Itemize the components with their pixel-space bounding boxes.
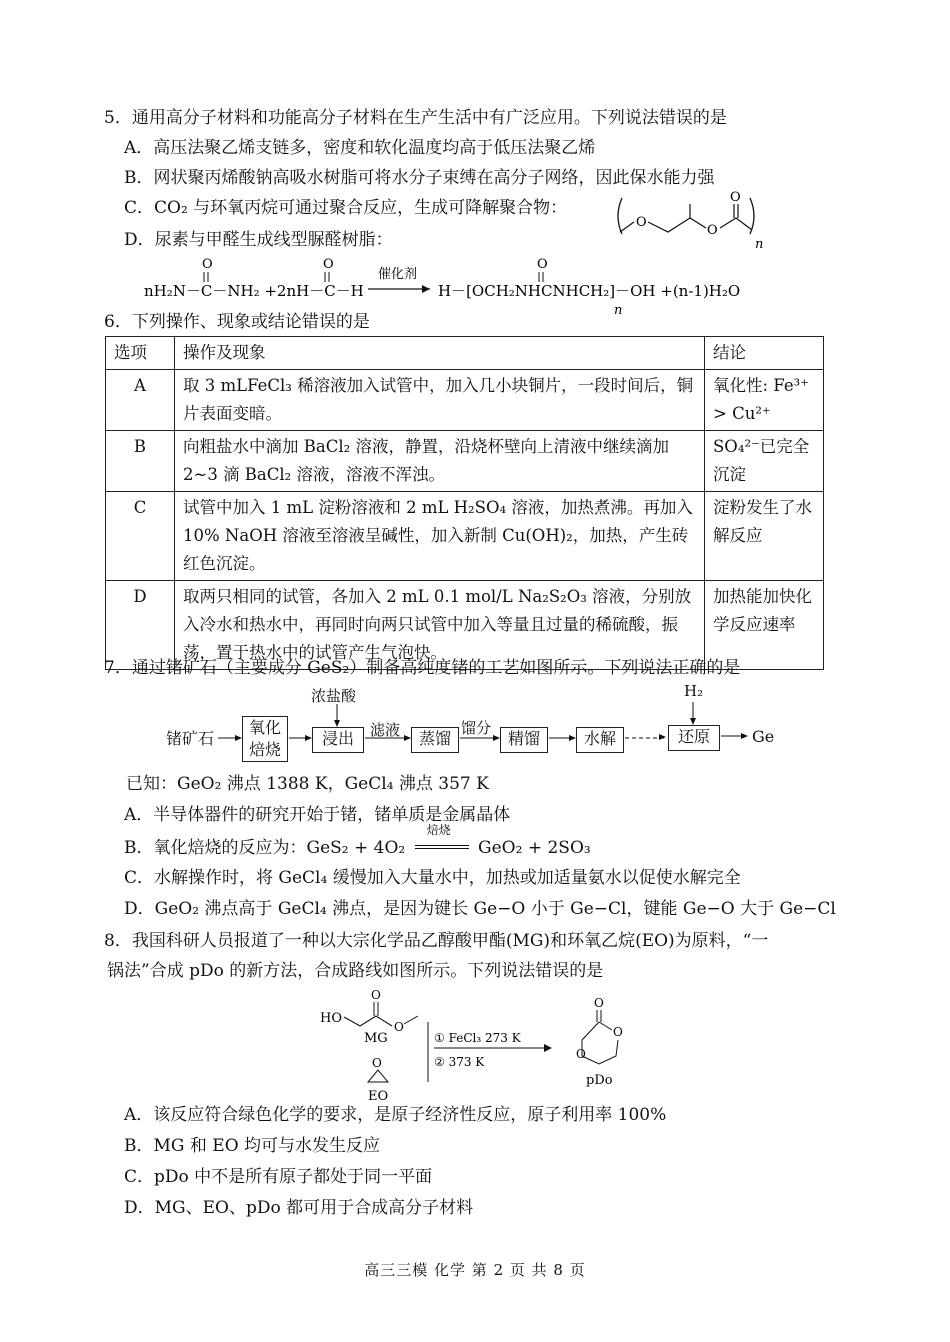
oxygen-atom-1: O [636, 215, 647, 230]
q5-option-b: B．网状聚丙烯酸钠高吸水树脂可将水分子束缚在高分子网络，因此保水能力强 [124, 168, 715, 188]
q8-stem-line2: 锅法”合成 pDo 的新方法，合成路线如图所示。下列说法错误的是 [107, 961, 604, 981]
svg-text:n: n [755, 237, 764, 252]
q7-known: 已知：GeO₂ 沸点 1388 K，GeCl₄ 沸点 357 K [126, 774, 489, 794]
catalyst-label: 催化剂 [378, 267, 418, 282]
polycarbonate-structure [610, 188, 770, 252]
flow-reduction: 还原 [668, 725, 720, 751]
condition-step-1: ① FeCl₃ 273 K [434, 1031, 521, 1045]
row-operation: 向粗盐水中滴加 BaCl₂ 溶液，静置，沿烧杯壁向上清液中继续滴加 2~3 滴 BaCl₂ 溶液，溶液不浑浊。 [175, 431, 705, 492]
mg-label: MG [364, 1031, 388, 1046]
oxygen-atom-2: O [707, 223, 718, 238]
flow-h2-input: H₂ [684, 682, 704, 700]
flow-start: 锗矿石 [166, 729, 215, 748]
q7-b-condition [411, 822, 473, 859]
row-option: B [106, 431, 175, 492]
carbonyl-oxygen: O [730, 190, 741, 205]
hydroxyl-label: HO [320, 1011, 342, 1026]
q8-option-c: C．pDo 中不是所有原子都处于同一平面 [124, 1167, 433, 1187]
row-option: A [106, 370, 175, 431]
eo-label: EO [368, 1089, 389, 1104]
table-row [106, 492, 824, 581]
q8-option-d: D．MG、EO、pDo 都可用于合成高分子材料 [124, 1198, 474, 1218]
flow-rectification: 精馏 [500, 727, 548, 753]
table-row [106, 431, 824, 492]
q7-option-a: A．半导体器件的研究开始于锗，锗单质是金属晶体 [124, 805, 511, 825]
q7-b-products: GeO₂ + 2SO₃ [478, 838, 591, 858]
q5-stem: 5．通用高分子材料和功能高分子材料在生产生活中有广泛应用。下列说法错误的是 [104, 108, 727, 128]
q8-option-a: A．该反应符合绿色化学的要求，是原子经济性反应，原子利用率 100% [124, 1105, 667, 1125]
q7-option-d: D．GeO₂ 沸点高于 GeCl₄ 沸点，是因为键长 Ge−O 小于 Ge−Cl，键能 Ge−O 大于 Ge−Cl [124, 899, 836, 919]
flow-oxidation-roasting: 氧化焙烧 [242, 716, 288, 762]
page-footer: 高三三模 化学 第 2 页 共 8 页 [364, 1261, 586, 1279]
equation-reactants: nH₂N－C－NH₂ +2nH－C－H [144, 282, 364, 300]
flow-hcl-input: 浓盐酸 [311, 687, 357, 705]
table-header-row [106, 337, 824, 370]
pdo-ring-o1: O [613, 1025, 623, 1039]
q8-reaction-scheme [310, 986, 650, 1104]
table-row [106, 370, 824, 431]
row-option: C [106, 492, 175, 581]
q7-b-reactants: B．氧化焙烧的反应为：GeS₂ + 4O₂ [124, 838, 406, 858]
equation-products: H－[OCH₂NHCNHCH₂]－OH +(n-1)H₂O [438, 282, 741, 300]
svg-text:O: O [202, 257, 213, 272]
flow-end: Ge [752, 727, 775, 746]
row-operation: 试管中加入 1 mL 淀粉溶液和 2 mL H₂SO₄ 溶液，加热煮沸。再加入 10% NaOH 溶液至溶液呈碱性，加入新制 Cu(OH)₂，加热，产生砖红色沉淀。 [175, 492, 705, 581]
flow-hydrolysis: 水解 [576, 727, 624, 753]
pdo-ring-o2: O [576, 1047, 586, 1061]
q6-stem: 6．下列操作、现象或结论错误的是 [104, 312, 370, 332]
q7-stem: 7．通过锗矿石（主要成分 GeS₂）制备高纯度锗的工艺如图所示。下列说法正确的是 [104, 658, 741, 678]
condition-step-2: ② 373 K [434, 1055, 485, 1069]
flow-filtrate-label: 滤液 [370, 721, 401, 739]
q7-option-b [124, 822, 591, 860]
q7-option-c: C．水解操作时，将 GeCl₄ 缓慢加入大量水中，加热或加适量氨水以促使水解完全 [124, 868, 741, 888]
row-operation: 取两只相同的试管，各加入 2 mL 0.1 mol/L Na₂S₂O₃ 溶液，分别放入冷水和热水中，再同时向两只试管中加入等量且过量的稀硫酸，振荡，置于热水中的试管产生气泡快。 [175, 581, 705, 670]
header-conclusion: 结论 [705, 337, 824, 370]
svg-text:n: n [614, 303, 623, 318]
header-operation: 操作及现象 [175, 337, 705, 370]
q8-stem-line1: 8．我国科研人员报道了一种以大宗化学品乙醇酸甲酯(MG)和环氧乙烷(EO)为原料，“一 [104, 931, 769, 951]
header-option: 选项 [106, 337, 175, 370]
roasting-condition-label: 焙烧 [426, 822, 451, 837]
eo-oxygen: O [372, 1056, 382, 1070]
q8-option-b: B．MG 和 EO 均可与水发生反应 [124, 1136, 381, 1156]
q5-option-a: A．高压法聚乙烯支链多，密度和软化温度均高于低压法聚乙烯 [124, 138, 596, 158]
q5-option-d: D．尿素与甲醛生成线型脲醛树脂： [124, 230, 393, 250]
row-conclusion: 加热能加快化学反应速率 [705, 581, 824, 670]
row-conclusion: 氧化性: Fe³⁺ > Cu²⁺ [705, 370, 824, 431]
q5-option-c: C．CO₂ 与环氧丙烷可通过聚合反应，生成可降解聚合物： [124, 198, 568, 218]
pdo-label: pDo [586, 1073, 613, 1088]
svg-text:O: O [323, 257, 334, 272]
mg-carbonyl-o: O [371, 988, 381, 1002]
row-operation: 取 3 mLFeCl₃ 稀溶液加入试管中，加入几小块铜片，一段时间后，铜片表面变暗。 [175, 370, 705, 431]
q6-table [105, 336, 824, 670]
flow-leaching: 浸出 [312, 727, 364, 753]
svg-text:O: O [537, 257, 548, 272]
urea-formaldehyde-equation [140, 256, 760, 318]
flow-distillation: 蒸馏 [411, 727, 459, 753]
flow-arrows [0, 680, 950, 770]
row-conclusion: 淀粉发生了水解反应 [705, 492, 824, 581]
mg-ester-o: O [394, 1020, 404, 1034]
row-conclusion: SO₄²⁻已完全沉淀 [705, 431, 824, 492]
row-option: D [106, 581, 175, 670]
pdo-carbonyl-o: O [594, 996, 604, 1010]
flow-fraction-label: 馏分 [461, 719, 492, 737]
